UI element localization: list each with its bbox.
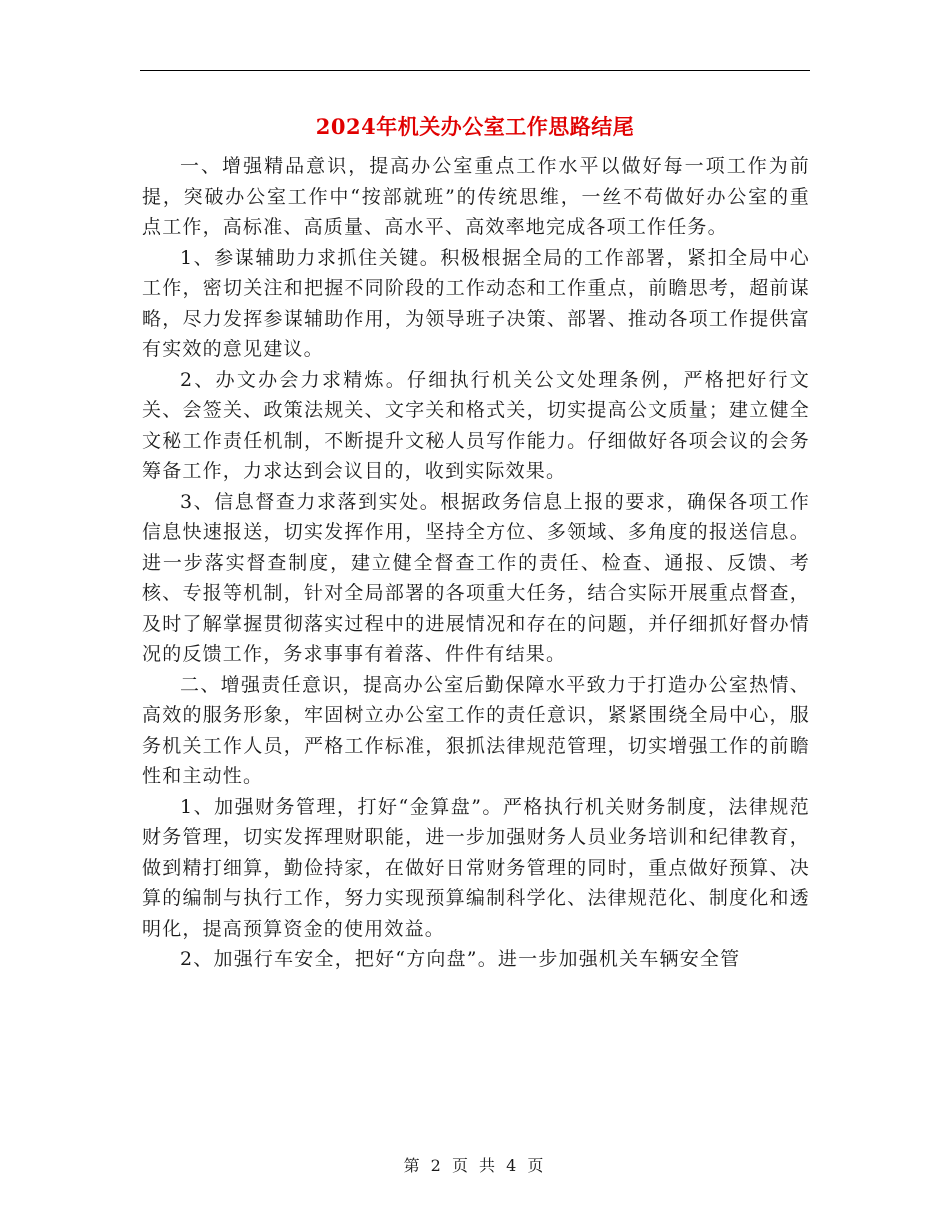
paragraph-item-1-1: 1、参谋辅助力求抓住关键。积极根据全局的工作部署，紧扣全局中心工作，密切关注和把握不同阶段的工作动态和工作重点，前瞻思考，超前谋略，尽力发挥参谋辅助作用，为领导班子决策、部署、推动各项工作提供富有实效的意见建议。 — [142, 246, 810, 360]
document-body — [142, 151, 810, 975]
paragraph-section-2: 二、增强责任意识，提高办公室后勤保障水平致力于打造办公室热情、高效的服务形象，牢固树立办公室工作的责任意识，紧紧围绕全局中心，服务机关工作人员，严格工作标准，狠抓法律规范管理，切实增强工作的前瞻性和主动性。 — [142, 673, 810, 787]
paragraph-item-2-1: 1、加强财务管理，打好“金算盘”。严格执行机关财务制度，法律规范财务管理，切实发挥理财职能，进一步加强财务人员业务培训和纪律教育，做到精打细算，勤俭持家，在做好日常财务管理的同时，重点做好预算、决算的编制与执行工作，努力实现预算编制科学化、法律规范化、制度化和透明化，提高预算资金的使用效益。 — [142, 795, 810, 940]
page-footer: 第 2 页 共 4 页 — [403, 1156, 547, 1175]
paragraph-item-1-2: 2、办文办会力求精炼。仔细执行机关公文处理条例，严格把好行文关、会签关、政策法规关、文字关和格式关，切实提高公文质量；建立健全文秘工作责任机制，不断提升文秘人员写作能力。仔细做好各项会议的会务筹备工作，力求达到会议目的，收到实际效果。 — [142, 368, 810, 482]
paragraph-item-2-2: 2、加强行车安全，把好“方向盘”。进一步加强机关车辆安全管 — [180, 948, 741, 970]
paragraph-item-1-3: 3、信息督查力求落到实处。根据政务信息上报的要求，确保各项工作信息快速报送，切实发挥作用，坚持全方位、多领域、多角度的报送信息。进一步落实督查制度，建立健全督查工作的责任、检查、通报、反馈、考核、专报等机制，针对全局部署的各项重大任务，结合实际开展重点督查，及时了解掌握贯彻落实过程中的进展情况和存在的问题，并仔细抓好督办情况的反馈工作，务求事事有着落、件件有结果。 — [142, 490, 810, 665]
paragraph-section-1: 一、增强精品意识，提高办公室重点工作水平以做好每一项工作为前提，突破办公室工作中“按部就班”的传统思维，一丝不苟做好办公室的重点工作，高标准、高质量、高水平、高效率地完成各项工作任务。 — [142, 155, 810, 238]
header-rule — [140, 70, 810, 71]
document-title: 2024年机关办公室工作思路结尾 — [315, 114, 635, 139]
